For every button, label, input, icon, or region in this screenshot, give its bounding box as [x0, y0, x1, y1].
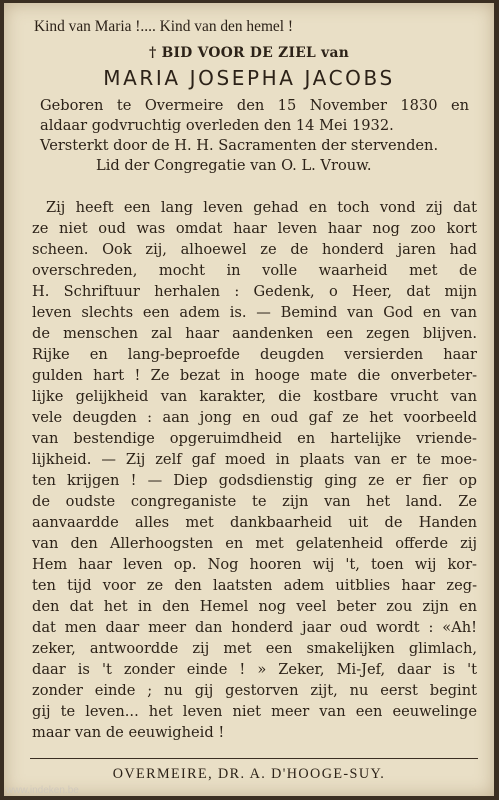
text-line: Hem haar leven op. Nog hooren wij 't, toen wij kor- [32, 556, 477, 573]
text-line: maar van de eeuwigheid ! [32, 724, 225, 741]
prayer-text: BID VOOR DE ZIEL van [161, 45, 350, 61]
site-watermark: www.indeken.be [6, 785, 79, 796]
text-line: ten tijd voor ze den laatsten adem uitblies haar zeg- [32, 577, 477, 594]
memorial-card [4, 3, 494, 796]
congregation-line: Lid der Congregatie van O. L. Vrouw. [96, 157, 372, 174]
deceased-name: MARIA JOSEPHA JACOBS [103, 66, 395, 90]
text-line: gij te leven... het leven niet meer van een eeuwelinge [32, 703, 477, 720]
text-line: van den Allerhoogsten en met gelatenheid offerde zij [32, 535, 477, 552]
text-line: den dat het in den Hemel nog veel beter zou zijn en [32, 598, 477, 615]
text-line: de menschen zal haar aandenken een zegen blijven. [32, 325, 477, 342]
text-line: ze niet oud was omdat haar leven haar nog zoo kort [32, 220, 477, 237]
birth-line: Geboren te Overmeire den 15 November 1830 en [40, 97, 469, 114]
text-line: overschreden, mocht in volle waarheid met de [32, 262, 477, 279]
text-line: gulden hart ! Ze bezat in hooge mate die onverbeter- [32, 367, 477, 384]
text-line: scheen. Ook zij, alhoewel ze de honderd jaren had [32, 241, 477, 258]
death-line: aldaar godvruchtig overleden den 14 Mei 1932. [40, 117, 394, 134]
text-line: Rijke en lang-beproefde deugden versierden haar [32, 346, 477, 363]
text-line: zeker, antwoordde zij met een smakelijken glimlach, [32, 640, 477, 657]
text-line: leven slechts een adem is. — Bemind van God en van [32, 304, 477, 321]
sacraments-line: Versterkt door de H. H. Sacramenten der stervenden. [40, 137, 439, 154]
text-line: aanvaardde alles met dankbaarheid uit de Handen [32, 514, 477, 531]
cross-icon: † [148, 45, 157, 61]
text-line: lijkheid. — Zij zelf gaf moed in plaats van er te moe- [32, 451, 477, 468]
text-line: ten krijgen ! — Diep godsdienstig ging ze er fier op [32, 472, 477, 489]
text-line: lijke gelijkheid van karakter, die kostbare vrucht van [32, 388, 477, 405]
text-line: dat men daar meer dan honderd jaar oud wordt : «Ah! [32, 619, 477, 636]
prayer-heading [4, 44, 494, 63]
text-line: van bestendige opgeruimdheid en hartelijke vriende- [32, 430, 477, 447]
divider-rule [30, 758, 478, 759]
text-line: vele deugden : aan jong en oud gaf ze het voorbeeld [32, 409, 477, 426]
text-line: de oudste congreganiste te zijn van het land. Ze [32, 493, 477, 510]
invocation: Kind van Maria !.... Kind van den hemel ! [34, 18, 294, 35]
text-line: H. Schriftuur herhalen : Gedenk, o Heer, dat mijn [32, 283, 477, 300]
text-line: Zij heeft een lang leven gehad en toch vond zij dat [46, 199, 477, 216]
text-line: daar is 't zonder einde ! » Zeker, Mi-Jef, daar is 't [32, 661, 477, 678]
printer-credit: OVERMEIRE, DR. A. D'HOOGE-SUY. [112, 766, 386, 782]
text-line: zonder einde ; nu gij gestorven zijt, nu eerst begint [32, 682, 477, 699]
